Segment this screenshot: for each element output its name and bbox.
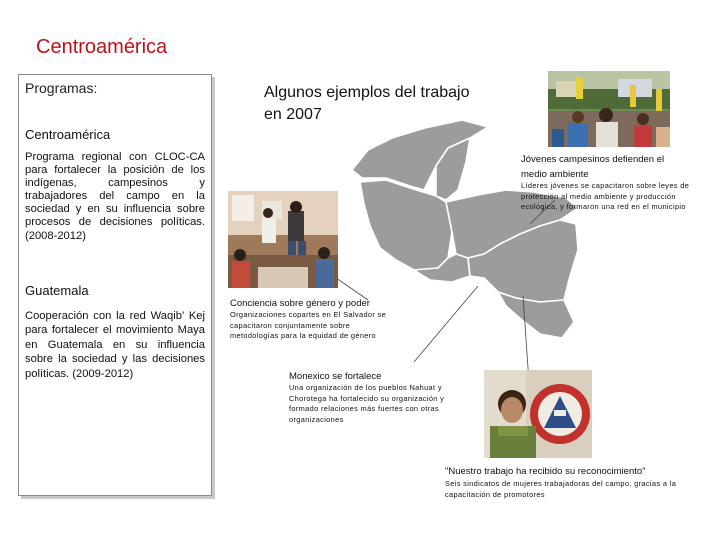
region-title-guatemala: Guatemala xyxy=(25,283,89,298)
example-title-monexico: Monexico se fortalece xyxy=(289,371,382,382)
example-title-genero: Conciencia sobre género y poder xyxy=(230,298,370,309)
example-body-jovenes: Líderes jóvenes se capacitaron sobre leyes de protección al medio ambiente y producción ecológica, y formaron una red en el municipio xyxy=(521,181,690,212)
example-body-genero: Organizaciones copartes en El Salvador se capacitaron conjuntamente sobre metodologías para la equidad de género xyxy=(230,310,387,341)
region-text-guatemala: Cooperación con la red Waqib’ Kej para fortalecer el movimiento Maya en Guatemala en su influencia sobre la sociedad y las decisiones políticas. (2009-2012) xyxy=(25,310,205,380)
connector-line-monexico xyxy=(414,286,478,362)
photo-union-poster xyxy=(484,370,592,458)
example-body-monexico: Una organización de los pueblos Nahuat y Chorotega ha fortalecido su organización y formado relaciones más fuertes con otras organizaciones xyxy=(289,383,445,424)
example-title-sindicatos: "Nuestro trabajo ha recibido su reconocimiento" xyxy=(445,466,646,477)
programs-label: Programas: xyxy=(25,80,98,96)
example-body-sindicatos: Seis sindicatos de mujeres trabajadoras del campo, gracias a la capacitación de promotores xyxy=(445,479,677,499)
photo-youth-march xyxy=(548,71,670,147)
region-text-centroamerica: Programa regional con CLOC-CA para fortalecer la posición de los indígenas, campesinos y trabajadores del campo en la sociedad y en su influencia sobre procesos de decisiones políticas. (2008-2012) xyxy=(25,151,205,242)
page-title: Centroamérica xyxy=(36,36,168,58)
photo-gender-workshop xyxy=(228,191,338,288)
example-title-jovenes: Jóvenes campesinos defienden el medio ambiente xyxy=(521,154,665,180)
examples-heading: Algunos ejemplos del trabajo en 2007 xyxy=(264,84,470,123)
region-title-centroamerica: Centroamérica xyxy=(25,127,111,142)
